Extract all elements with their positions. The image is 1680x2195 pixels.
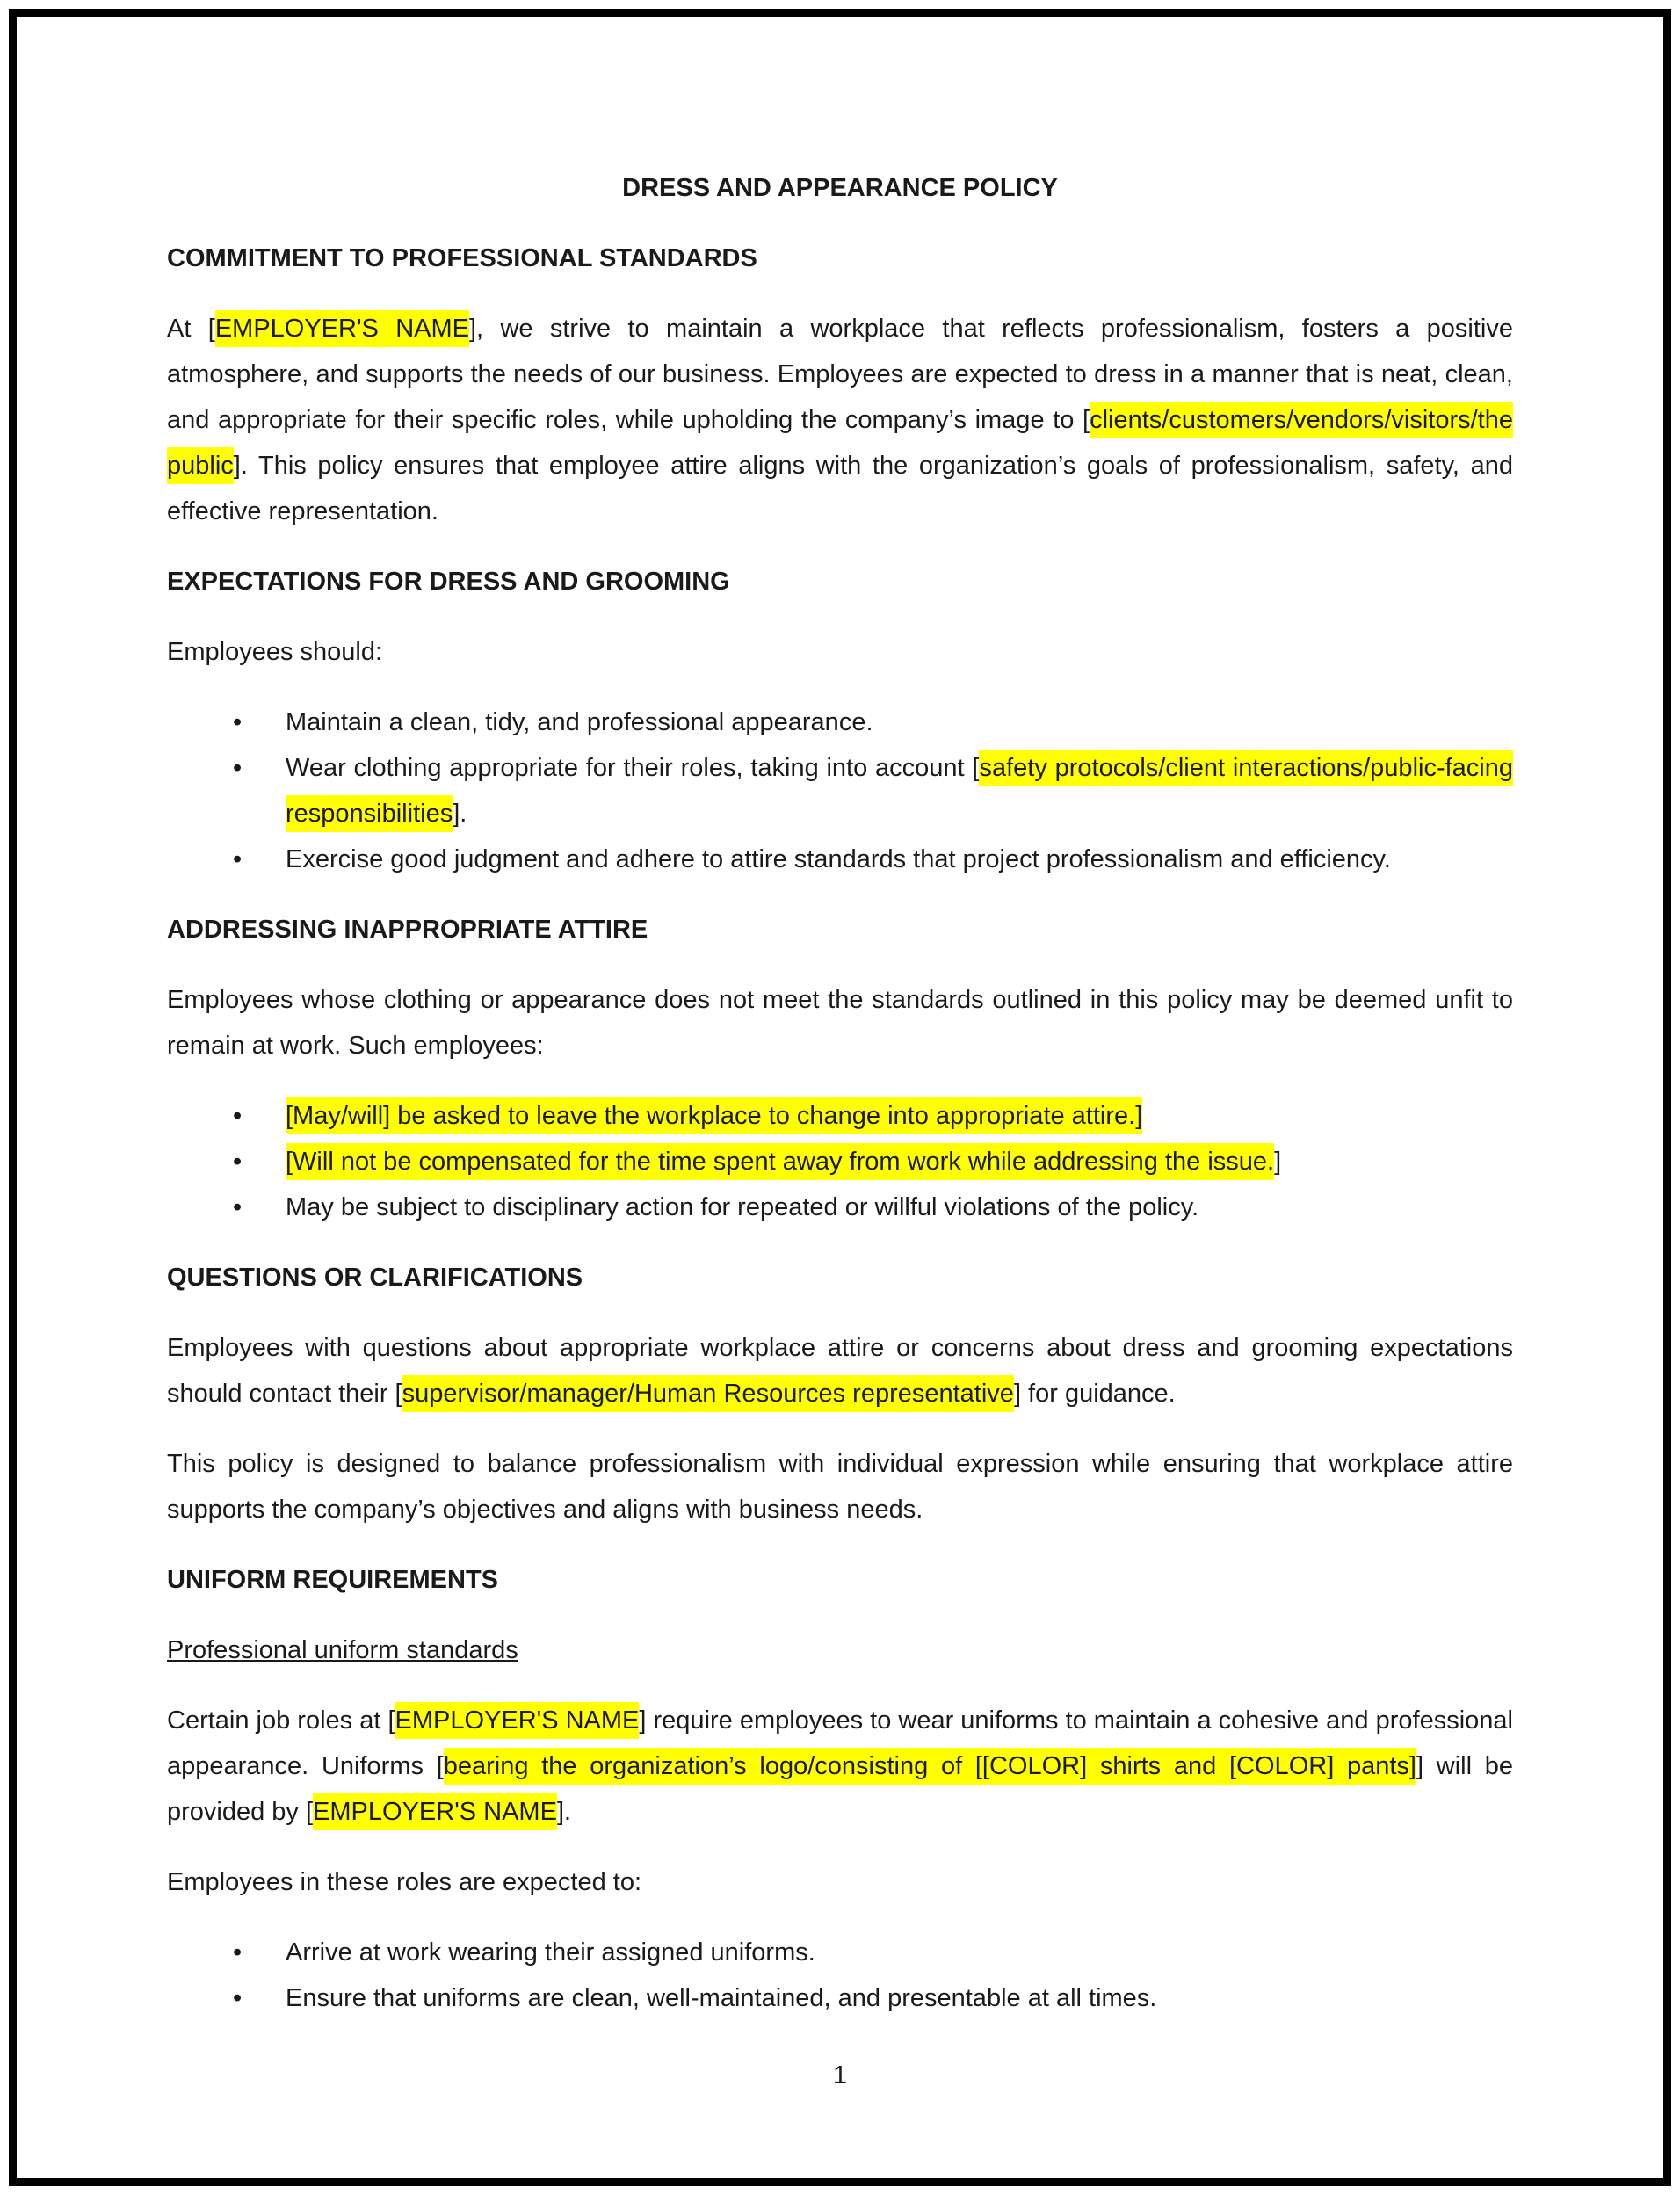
list-item (286, 1139, 1513, 1184)
text-run: Certain job roles at [ (167, 1706, 395, 1735)
list-item (286, 699, 1513, 745)
list-item (286, 837, 1513, 882)
bullet-list-expectations (167, 699, 1513, 882)
text-run: Employees with questions about appropriate workplace attire or concerns about dress and grooming expectations should contact their [ (167, 1334, 1513, 1408)
page-number: 1 (832, 2061, 848, 2090)
text-run: ]. (453, 800, 467, 828)
text-run: Employees should: (167, 638, 383, 666)
text-run: This policy is designed to balance professionalism with individual expression while ensuring that workplace attire supports the company’s objectives and aligns with business needs. (167, 1450, 1513, 1524)
text-run: Employees whose clothing or appearance does not meet the standards outlined in this policy may be deemed unfit to remain at work. Such employees: (167, 986, 1513, 1060)
highlighted-text: [May/will] be asked to leave the workplace to change into appropriate attire.] (286, 1098, 1142, 1134)
text-run: ] (1274, 1148, 1282, 1176)
section-heading-attire: ADDRESSING INAPPROPRIATE ATTIRE (167, 916, 648, 944)
text-run: Exercise good judgment and adhere to attire standards that project professionalism and efficiency. (286, 845, 1391, 873)
highlighted-text: EMPLOYER'S NAME (395, 1702, 640, 1739)
text-run: Ensure that uniforms are clean, well-maintained, and presentable at all times. (286, 1984, 1157, 2012)
section-heading-commitment: COMMITMENT TO PROFESSIONAL STANDARDS (167, 244, 757, 272)
text-run: May be subject to disciplinary action for repeated or willful violations of the policy. (286, 1193, 1199, 1221)
section-heading-expectations: EXPECTATIONS FOR DRESS AND GROOMING (167, 568, 730, 596)
paragraph-questions (167, 1325, 1513, 1416)
document-title: DRESS AND APPEARANCE POLICY (622, 174, 1058, 202)
subheading-uniform-standards: Professional uniform standards (167, 1636, 518, 1664)
text-run: ] for guidance. (1013, 1380, 1176, 1408)
paragraph-roles-expected (167, 1859, 1513, 1905)
highlighted-text: EMPLOYER'S NAME (215, 310, 469, 347)
bullet-list-attire-consequences (167, 1093, 1513, 1230)
text-run: ] will be provided by [ (167, 1752, 1513, 1826)
text-run: ] require employees to wear uniforms to maintain a cohesive and professional appearance. Uniforms [ (167, 1706, 1513, 1780)
section-heading-uniform: UNIFORM REQUIREMENTS (167, 1566, 498, 1594)
highlighted-text: supervisor/manager/Human Resources representative (402, 1375, 1014, 1412)
highlighted-text: clients/customers/vendors/visitors/the public (167, 402, 1513, 484)
highlighted-text: [Will not be compensated for the time spent away from work while addressing the issue. (286, 1143, 1274, 1180)
text-run: Arrive at work wearing their assigned uniforms. (286, 1938, 815, 1967)
paragraph-commitment (167, 306, 1513, 534)
list-item (286, 745, 1513, 837)
section-heading-questions: QUESTIONS OR CLARIFICATIONS (167, 1264, 583, 1292)
bullet-list-uniform-expectations (167, 1930, 1513, 2021)
highlighted-text: bearing the organization’s logo/consisting of [[COLOR] shirts and [COLOR] pants] (444, 1748, 1416, 1785)
paragraph-attire-intro (167, 977, 1513, 1069)
highlighted-text: safety protocols/client interactions/public-facing responsibilities (286, 750, 1513, 832)
text-run: Maintain a clean, tidy, and professional appearance. (286, 708, 873, 736)
text-run: Wear clothing appropriate for their roles, taking into account [ (286, 754, 980, 782)
document-body (167, 165, 1513, 2046)
list-item (286, 1930, 1513, 1975)
list-item (286, 1093, 1513, 1139)
text-run: ], we strive to maintain a workplace that reflects professionalism, fosters a positive atmosphere, and supports the needs of our business. Employees are expected to dress in a manner that is neat, clean, and appropriate for their specific roles, while upholding the company’s image to [ (167, 315, 1513, 434)
paragraph-uniform-intro (167, 1698, 1513, 1835)
paragraph-balance (167, 1441, 1513, 1532)
highlighted-text: EMPLOYER'S NAME (313, 1793, 557, 1830)
text-run: Employees in these roles are expected to: (167, 1868, 642, 1896)
text-run: At [ (167, 315, 215, 343)
paragraph-employees-should (167, 629, 1513, 675)
list-item (286, 1184, 1513, 1230)
text-run: ]. (556, 1798, 572, 1826)
text-run: ]. This policy ensures that employee attire aligns with the organization’s goals of professionalism, safety, and effective representation. (167, 452, 1513, 525)
list-item (286, 1975, 1513, 2021)
